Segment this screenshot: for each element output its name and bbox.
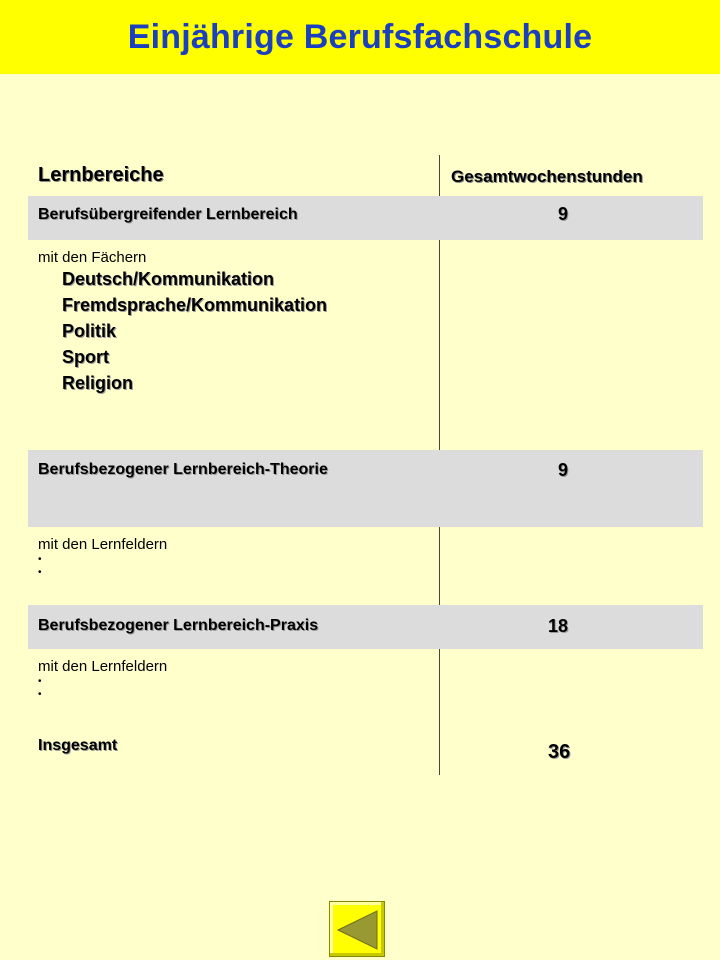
total-hours: 36: [548, 741, 571, 763]
lernfeld-list: [38, 658, 167, 701]
section-row-berufsuebergreifend: [28, 196, 703, 240]
section-details-berufsuebergreifend: [28, 240, 703, 450]
bullet-item: •: [38, 676, 42, 687]
list-item: Sport: [62, 347, 109, 367]
total-label: Insgesamt: [38, 737, 118, 754]
list-item: Religion: [62, 373, 133, 393]
list-item: Politik: [62, 321, 117, 341]
header-gesamtwochenstunden: Gesamtwochenstunden: [451, 167, 643, 186]
bullet-item: •: [38, 689, 42, 700]
table-header: [28, 160, 703, 194]
bullet-item: •: [38, 554, 42, 565]
subject-list: [38, 249, 327, 396]
header-lernbereiche: Lernbereiche: [38, 164, 164, 186]
back-button[interactable]: [329, 901, 385, 957]
section-row-theorie: [28, 450, 703, 527]
intro-text: mit den Lernfeldern: [38, 658, 168, 675]
intro-text: mit den Fächern: [38, 249, 147, 266]
total-row: [28, 730, 703, 775]
section-hours: 9: [558, 204, 569, 224]
list-item: Deutsch/Kommunikation: [62, 269, 275, 289]
section-row-praxis: [28, 605, 703, 649]
section-details-praxis: [28, 649, 703, 729]
section-label: Berufsbezogener Lernbereich-Theorie: [38, 461, 328, 478]
section-hours: 18: [548, 616, 569, 636]
section-label: Berufsübergreifender Lernbereich: [38, 206, 298, 223]
title-bar: [0, 0, 720, 74]
section-hours: 9: [558, 460, 569, 480]
section-details-theorie: [28, 527, 703, 605]
page-title: Einjährige Berufsfachschule: [127, 17, 593, 56]
bullet-item: •: [38, 567, 42, 578]
section-label: Berufsbezogener Lernbereich-Praxis: [38, 617, 319, 634]
intro-text: mit den Lernfeldern: [38, 536, 168, 553]
triangle-left-icon: [330, 902, 386, 958]
lernfeld-list: [38, 536, 167, 579]
list-item: Fremdsprache/Kommunikation: [62, 295, 328, 315]
